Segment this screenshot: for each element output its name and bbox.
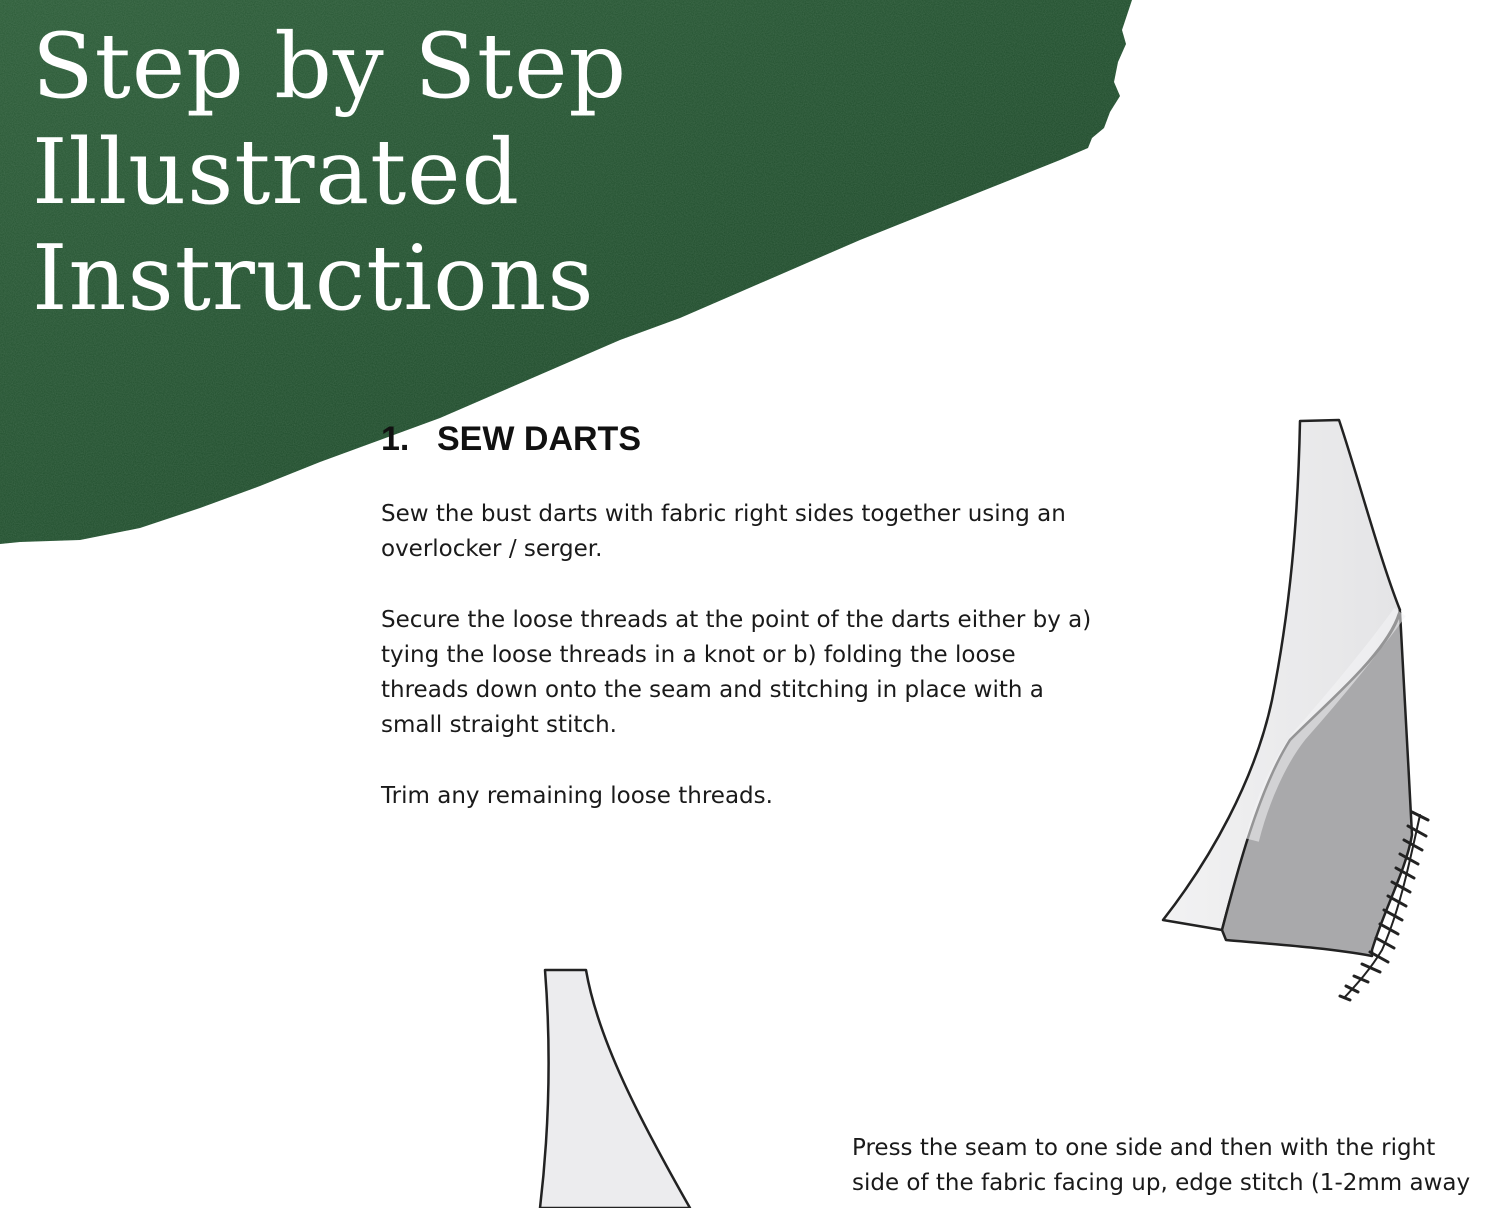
step-title: SEW DARTS <box>437 420 641 458</box>
banner-title-line: Step by Step <box>32 14 628 119</box>
paragraph-line: Sew the bust darts with fabric right sides together using an <box>381 501 1066 527</box>
banner-title <box>32 14 627 332</box>
instruction-paragraph <box>381 779 1141 814</box>
paragraph-line: Press the seam to one side and then with the right <box>852 1135 1436 1161</box>
paragraph-line: Secure the loose threads at the point of the darts either by a) <box>381 607 1092 633</box>
step-number: 1. <box>381 420 410 458</box>
instruction-paragraph <box>852 1131 1492 1201</box>
paragraph-line: overlocker / serger. <box>381 536 603 562</box>
paragraph-line: tying the loose threads in a knot or b) folding the loose <box>381 642 1016 668</box>
instruction-paragraph <box>381 497 1141 567</box>
banner-title-line: Illustrated <box>32 120 521 225</box>
banner-title-line: Instructions <box>32 226 595 331</box>
paragraph-line: small straight stitch. <box>381 712 617 738</box>
paragraph-line: Trim any remaining loose threads. <box>381 783 773 809</box>
paragraph-line: threads down onto the seam and stitching in place with a <box>381 677 1044 703</box>
instruction-paragraph <box>381 603 1141 743</box>
step-heading <box>381 418 641 460</box>
paragraph-line: side of the fabric facing up, edge stitch (1-2mm away <box>852 1170 1471 1196</box>
